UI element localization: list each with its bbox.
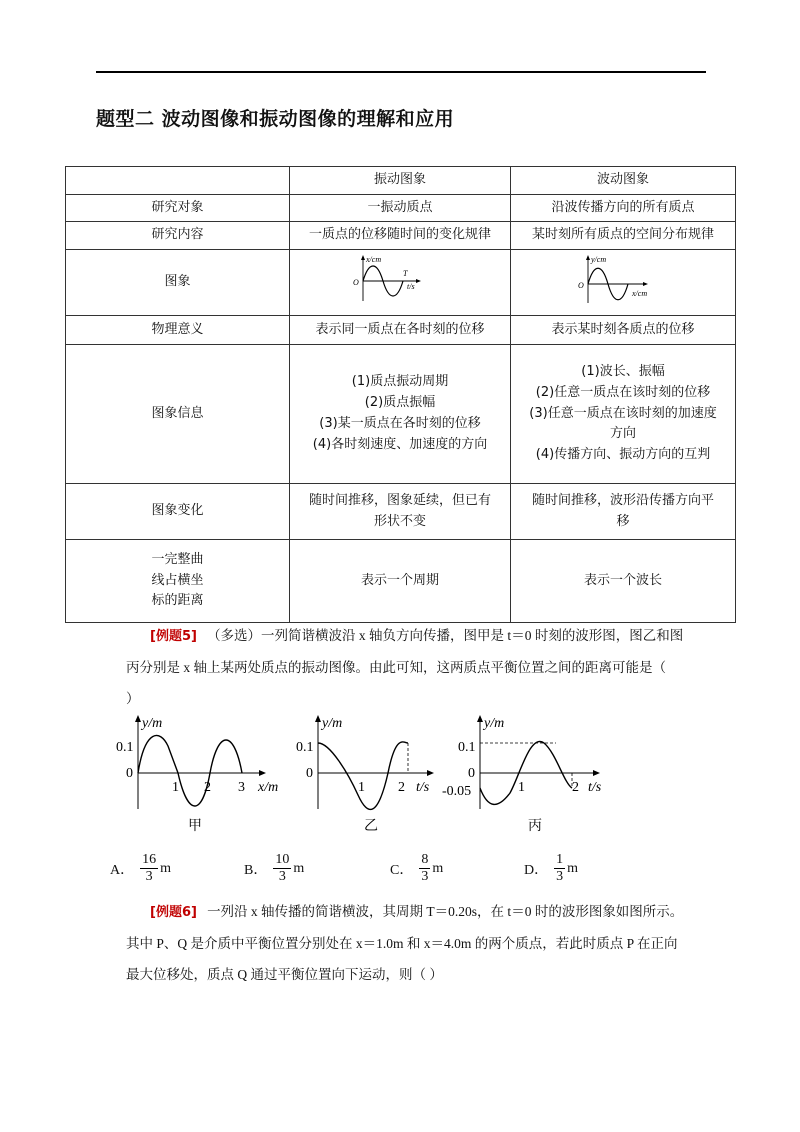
bing-zero: 0 bbox=[468, 766, 475, 781]
example6-text bbox=[126, 896, 716, 990]
table-row bbox=[66, 250, 736, 316]
row-label: 研究对象 bbox=[66, 195, 290, 222]
bing-yneg: -0.05 bbox=[442, 784, 472, 799]
jia-tick-3: 3 bbox=[238, 780, 245, 795]
label-line: 一完整曲 bbox=[151, 551, 204, 567]
yi-zero: 0 bbox=[306, 766, 313, 781]
denominator: 3 bbox=[278, 869, 286, 884]
choice-c[interactable] bbox=[390, 852, 443, 885]
graph-jia bbox=[116, 715, 278, 834]
comparison-table bbox=[65, 166, 736, 623]
bing-ytick: 0.1 bbox=[458, 740, 476, 755]
wave-y-arrow bbox=[586, 255, 590, 260]
bing-y-label: y/m bbox=[484, 716, 505, 731]
list-item: 随时间推移，波形沿传播方向平 bbox=[531, 492, 714, 508]
wave-cell: 表示一个波长 bbox=[511, 540, 736, 623]
wave-x-arrow bbox=[643, 282, 648, 286]
jia-x-arrow bbox=[259, 770, 266, 776]
example5-text bbox=[126, 620, 716, 714]
vib-cell: 一振动质点 bbox=[290, 195, 511, 222]
vibration-graph bbox=[345, 253, 455, 305]
header-cell: 振动图象 bbox=[290, 167, 511, 195]
vib-cell: 表示一个周期 bbox=[290, 540, 511, 623]
list-item: (1)质点振动周期 bbox=[351, 374, 449, 390]
table-row bbox=[66, 484, 736, 540]
example5-line1: （多选）一列简谐横波沿 x 轴负方向传播，图甲是 t＝0 时刻的波形图，图乙和图 bbox=[207, 628, 684, 643]
numerator: 10 bbox=[275, 852, 290, 867]
table-row bbox=[66, 345, 736, 484]
wave-origin: O bbox=[578, 280, 584, 290]
jia-tick-2: 2 bbox=[204, 780, 211, 795]
example5-label: [例题5] bbox=[150, 629, 197, 644]
list-item: (2)质点振幅 bbox=[364, 395, 436, 411]
wave-cell bbox=[511, 345, 736, 484]
yi-ytick: 0.1 bbox=[296, 740, 314, 755]
wave-cell: 沿波传播方向的所有质点 bbox=[511, 195, 736, 222]
bing-tick-2: 2 bbox=[572, 780, 579, 795]
list-item: 随时间推移，图象延续，但已有 bbox=[308, 492, 491, 508]
choice-unit: m bbox=[432, 860, 444, 876]
choice-unit: m bbox=[293, 860, 305, 876]
jia-y-label: y/m bbox=[142, 716, 163, 731]
vib-period-label: T bbox=[403, 268, 408, 278]
example6-line1: 一列沿 x 轴传播的简谐横波，其周期 T＝0.20s，在 t＝0 时的波形图象如图所示。 bbox=[207, 904, 684, 919]
bing-caption: 丙 bbox=[528, 818, 542, 834]
label-line: 标的距离 bbox=[151, 593, 204, 609]
yi-caption: 乙 bbox=[364, 818, 378, 834]
row-label: 研究内容 bbox=[66, 222, 290, 250]
wave-graph-cell bbox=[511, 250, 736, 316]
example6-line bbox=[126, 896, 716, 928]
choice-letter: C． bbox=[390, 862, 414, 878]
choice-letter: D． bbox=[524, 862, 549, 878]
choice-b[interactable] bbox=[244, 852, 304, 885]
vib-origin: O bbox=[353, 277, 359, 287]
example5-line2: 丙分别是 x 轴上某两处质点的振动图像。由此可知，这两质点平衡位置之间的距离可能是（ bbox=[126, 660, 666, 675]
list-item: 移 bbox=[616, 513, 630, 529]
graph-yi bbox=[296, 715, 434, 834]
fraction bbox=[140, 852, 158, 885]
table-row bbox=[66, 222, 736, 250]
vib-x-arrow bbox=[416, 279, 421, 283]
jia-ytick: 0.1 bbox=[116, 740, 134, 755]
wave-x-label: x/cm bbox=[632, 288, 648, 298]
vib-cell: 表示同一质点在各时刻的位移 bbox=[290, 316, 511, 345]
vib-y-arrow bbox=[361, 255, 365, 260]
vib-cell bbox=[290, 345, 511, 484]
row-label: 图象 bbox=[66, 250, 290, 316]
example6-line3: 最大位移处，质点 Q 通过平衡位置向下运动，则（ ） bbox=[126, 967, 443, 982]
yi-y-arrow bbox=[315, 715, 321, 722]
wave-cell: 某时刻所有质点的空间分布规律 bbox=[511, 222, 736, 250]
header-cell bbox=[66, 167, 290, 195]
list-item: (4)传播方向、振动方向的互判 bbox=[535, 447, 711, 463]
jia-caption: 甲 bbox=[188, 818, 202, 834]
wave-cell bbox=[511, 484, 736, 540]
wave-cell: 表示某时刻各质点的位移 bbox=[511, 316, 736, 345]
list-item: (4)各时刻速度、加速度的方向 bbox=[312, 436, 488, 452]
row-label: 物理意义 bbox=[66, 316, 290, 345]
jia-zero: 0 bbox=[126, 766, 133, 781]
jia-tick-1: 1 bbox=[172, 780, 179, 795]
table-row bbox=[66, 195, 736, 222]
jia-x-label: x/m bbox=[258, 780, 279, 795]
list-item: (3)某一质点在各时刻的位移 bbox=[319, 416, 481, 431]
fraction bbox=[554, 852, 565, 885]
bing-tick-1: 1 bbox=[518, 780, 525, 795]
denominator: 3 bbox=[145, 869, 153, 884]
graphs-svg bbox=[110, 713, 630, 837]
bing-y-arrow bbox=[477, 715, 483, 722]
example5-line bbox=[126, 620, 716, 652]
vib-x-label: t/s bbox=[407, 281, 415, 291]
yi-wave bbox=[318, 742, 408, 810]
list-item: (3)任意一质点在该时刻的加速度 bbox=[529, 405, 717, 421]
row-label: 图象信息 bbox=[66, 345, 290, 484]
fraction bbox=[419, 852, 430, 885]
choice-a[interactable] bbox=[110, 852, 171, 885]
vib-cell bbox=[290, 484, 511, 540]
jia-y-arrow bbox=[135, 715, 141, 722]
label-line: 线占横坐 bbox=[151, 572, 204, 588]
example6-label: [例题6] bbox=[150, 905, 197, 920]
table-header-row bbox=[66, 167, 736, 195]
yi-tick-2: 2 bbox=[398, 780, 405, 795]
yi-y-label: y/m bbox=[322, 716, 343, 731]
list-item: 形状不变 bbox=[373, 513, 426, 529]
yi-tick-1: 1 bbox=[358, 780, 365, 795]
header-cell: 波动图象 bbox=[511, 167, 736, 195]
denominator: 3 bbox=[556, 869, 564, 884]
fraction bbox=[273, 852, 291, 885]
numerator: 8 bbox=[421, 852, 429, 867]
table-row bbox=[66, 316, 736, 345]
bing-x-label: t/s bbox=[588, 780, 602, 795]
choice-letter: B． bbox=[244, 862, 268, 878]
yi-x-arrow bbox=[427, 770, 434, 776]
choice-unit: m bbox=[160, 860, 172, 876]
table-row bbox=[66, 540, 736, 623]
choice-d[interactable] bbox=[524, 852, 578, 885]
jia-wave bbox=[138, 735, 242, 806]
list-item: 方向 bbox=[609, 426, 636, 442]
vib-cell: 一质点的位移随时间的变化规律 bbox=[290, 222, 511, 250]
top-rule bbox=[96, 71, 706, 73]
list-item: (2)任意一质点在该时刻的位移 bbox=[535, 384, 711, 400]
list-item: (1)波长、振幅 bbox=[581, 364, 665, 379]
row-label: 图象变化 bbox=[66, 484, 290, 540]
numerator: 1 bbox=[556, 852, 564, 867]
wave-y-label: y/cm bbox=[591, 254, 607, 264]
example5-graphs bbox=[110, 713, 630, 841]
vib-graph-cell bbox=[290, 250, 511, 316]
row-label bbox=[66, 540, 290, 623]
vib-y-label: x/cm bbox=[366, 254, 382, 264]
denominator: 3 bbox=[421, 869, 429, 884]
graph-bing bbox=[442, 715, 602, 834]
answer-choices bbox=[110, 852, 710, 892]
yi-x-label: t/s bbox=[416, 780, 430, 795]
example5-line3: ） bbox=[126, 691, 140, 706]
choice-letter: A． bbox=[110, 862, 135, 878]
numerator: 16 bbox=[142, 852, 157, 867]
section-heading: 题型二 波动图像和振动图像的理解和应用 bbox=[96, 108, 455, 130]
wave-graph bbox=[568, 253, 678, 305]
example6-line2: 其中 P、Q 是介质中平衡位置分别处在 x＝1.0m 和 x＝4.0m 的两个质点，若此时质点 P 在正向 bbox=[126, 936, 678, 951]
choice-unit: m bbox=[567, 860, 579, 876]
bing-x-arrow bbox=[593, 770, 600, 776]
